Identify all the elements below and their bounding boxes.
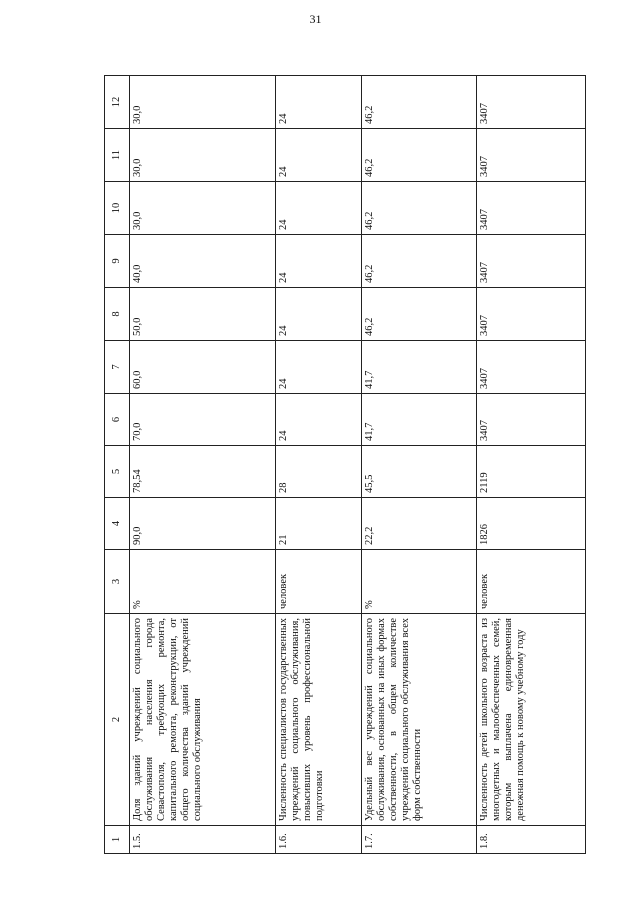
table-row [130,76,276,854]
value-cell: 24 [276,76,362,129]
indicator-name: Доля зданий учреждений социального обслуживания населения города Севастополя, требующих ремонта, капитального ремонта, реконструкции, от общего количества зданий учреждений социального обслуживания [130,614,276,826]
rotated-table [104,76,586,854]
value-cell: 46,2 [362,235,477,288]
value-cell: 3407 [477,235,586,288]
indicator-name: Численность специалистов государственных учреждений социального обслуживания, повысивших уровень профессиональной подготовки [276,614,362,826]
page-number: 31 [309,12,322,26]
value-cell: 3407 [477,288,586,341]
value-cell: 24 [276,394,362,446]
row-number: 1.8. [477,826,586,854]
table-row [477,76,586,854]
column-header: 8 [105,288,130,341]
value-cell: 41,7 [362,341,477,394]
value-cell: 45,5 [362,446,477,498]
value-cell: 60,0 [130,341,276,394]
column-header: 4 [105,498,130,550]
column-header: 10 [105,182,130,235]
indicator-table [104,75,586,854]
value-cell: 30,0 [130,76,276,129]
value-cell: 3407 [477,76,586,129]
rotated-table-frame [104,76,586,854]
value-cell: 78,54 [130,446,276,498]
indicator-name: Численность детей школьного возраста из многодетных и малообеспеченных семей, которым выплачена единовременная денежная помощь к новому учебному году [477,614,586,826]
value-cell: 46,2 [362,288,477,341]
value-cell: 46,2 [362,129,477,182]
column-header: 7 [105,341,130,394]
column-header: 5 [105,446,130,498]
unit-cell: человек [276,550,362,614]
table-row [276,76,362,854]
row-number: 1.6. [276,826,362,854]
unit-cell: % [130,550,276,614]
value-cell: 3407 [477,341,586,394]
value-cell: 2119 [477,446,586,498]
row-number: 1.5. [130,826,276,854]
value-cell: 24 [276,129,362,182]
value-cell: 46,2 [362,76,477,129]
value-cell: 3407 [477,129,586,182]
column-header: 12 [105,76,130,129]
column-header: 11 [105,129,130,182]
value-cell: 50,0 [130,288,276,341]
value-cell: 1826 [477,498,586,550]
row-number: 1.7. [362,826,477,854]
value-cell: 21 [276,498,362,550]
value-cell: 70,0 [130,394,276,446]
value-cell: 3407 [477,394,586,446]
value-cell: 30,0 [130,182,276,235]
table-row [362,76,477,854]
indicator-name: Удельный вес учреждений социального обслуживания, основанных на иных формах собственности, в общем количестве учреждений социального обслуживания всех форм собственности [362,614,477,826]
value-cell: 24 [276,235,362,288]
value-cell: 24 [276,182,362,235]
value-cell: 90,0 [130,498,276,550]
column-header: 3 [105,550,130,614]
value-cell: 46,2 [362,182,477,235]
value-cell: 24 [276,341,362,394]
column-header: 2 [105,614,130,826]
value-cell: 22,2 [362,498,477,550]
table-header-row [105,76,130,854]
value-cell: 30,0 [130,129,276,182]
value-cell: 24 [276,288,362,341]
column-header: 9 [105,235,130,288]
value-cell: 41,7 [362,394,477,446]
value-cell: 40,0 [130,235,276,288]
unit-cell: % [362,550,477,614]
column-header: 6 [105,394,130,446]
unit-cell: человек [477,550,586,614]
value-cell: 3407 [477,182,586,235]
value-cell: 28 [276,446,362,498]
column-header: 1 [105,826,130,854]
